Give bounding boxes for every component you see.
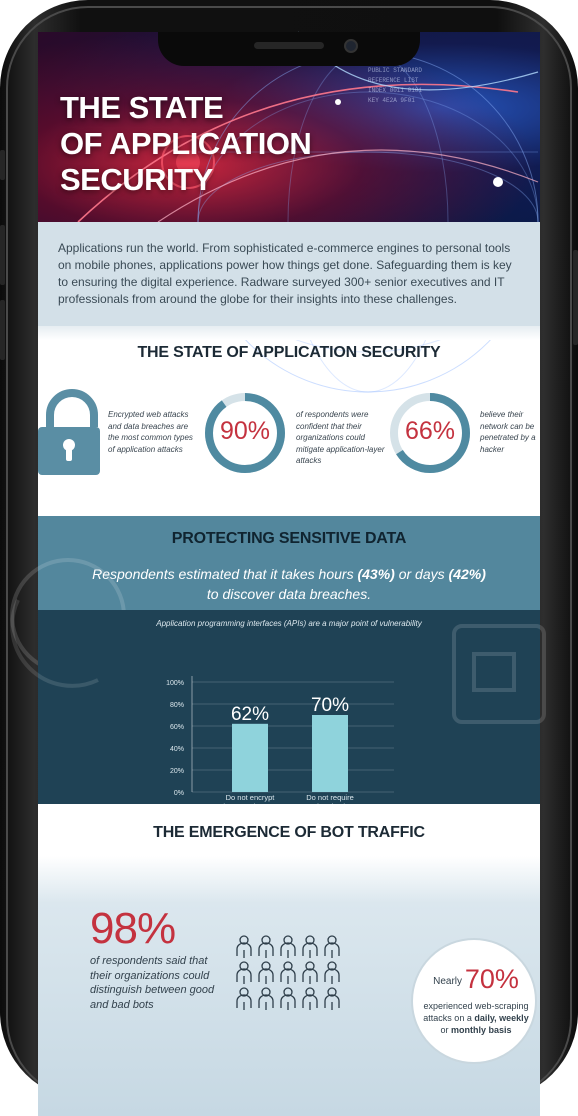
hero-title-line: THE STATE xyxy=(60,90,224,125)
front-camera-icon xyxy=(344,39,358,53)
bots-big-text: of respondents said that their organizations could distinguish between good and bad bots xyxy=(90,955,215,1011)
section-title-protecting: PROTECTING SENSITIVE DATA xyxy=(171,530,407,547)
person-icon xyxy=(237,988,251,1010)
person-icon xyxy=(325,988,339,1010)
days-pct: (42%) xyxy=(448,566,486,582)
person-icon xyxy=(325,962,339,984)
protecting-sub-suffix: to discover data breaches. xyxy=(206,586,372,602)
stat-text-90: of respondents were confident that their organizations could mitigate application-layer attacks xyxy=(296,410,385,465)
protecting-sub-middle: or days xyxy=(394,566,449,582)
stats-row xyxy=(38,387,540,515)
intro-paragraph: Applications run the world. From sophisticated e-commerce engines to personal tools on mobile phones, applications power how things get done. Safeguarding them is key to ensuring the digital experience. Radware surveyed 300+ senior executives and IT professionals from around the globe for their insights into these challenges. xyxy=(38,222,540,326)
person-icon xyxy=(259,988,273,1010)
padlock-icon xyxy=(38,387,98,477)
bubble-headline xyxy=(413,964,539,995)
stat-text-66: believe their network can be penetrated by a hacker xyxy=(480,410,536,454)
bots-big-value: 98% xyxy=(90,904,176,953)
person-icon xyxy=(237,962,251,984)
y-tick-label: 80% xyxy=(169,702,184,709)
svg-text:KEY 4E2A 9F01: KEY 4E2A 9F01 xyxy=(368,97,415,104)
bubble-text-b: or xyxy=(440,1025,451,1035)
y-tick-label: 60% xyxy=(169,724,184,731)
bar xyxy=(312,715,348,792)
bubble-bold-a: daily, weekly xyxy=(474,1013,529,1023)
people-group-icon xyxy=(234,930,344,1010)
svg-text:PUBLIC STANDARD: PUBLIC STANDARD xyxy=(368,67,423,74)
person-icon xyxy=(281,962,295,984)
person-icon xyxy=(303,988,317,1010)
hero-title-line: SECURITY xyxy=(60,162,213,197)
bubble-value: 70% xyxy=(464,964,519,994)
y-tick-label: 40% xyxy=(169,746,184,753)
mute-switch xyxy=(0,150,5,180)
person-icon xyxy=(281,988,295,1010)
section-title-bots: THE EMERGENCE OF BOT TRAFFIC xyxy=(153,824,425,841)
api-chart-panel xyxy=(38,610,540,804)
bar xyxy=(232,724,268,792)
api-bar-chart xyxy=(38,610,540,804)
person-icon xyxy=(325,936,339,958)
lock-stat-text: Encrypted web attacks and data breaches are the most common types of application attacks xyxy=(108,410,193,454)
person-icon xyxy=(237,936,251,958)
bubble-stat xyxy=(411,938,537,1064)
chart-title: Application programming interfaces (APIs) are a major point of vulnerability xyxy=(156,619,422,628)
bar-value-label: 62% xyxy=(230,703,270,725)
notch xyxy=(158,32,420,66)
volume-up-button xyxy=(0,225,5,285)
x-category-label: Do not encrypt xyxy=(225,793,275,802)
person-icon xyxy=(259,962,273,984)
divider xyxy=(38,326,540,340)
person-icon xyxy=(303,936,317,958)
bubble-prefix: Nearly xyxy=(433,976,463,987)
phone-screen[interactable] xyxy=(38,32,540,1112)
protecting-sub-prefix: Respondents estimated that it takes hours xyxy=(92,566,358,582)
section-title-state: THE STATE OF APPLICATION SECURITY xyxy=(137,344,441,361)
stat-value-90: 90% xyxy=(219,417,271,445)
stat-value-66: 66% xyxy=(404,417,456,445)
svg-text:INDEX 0011 0101: INDEX 0011 0101 xyxy=(368,87,423,94)
power-button xyxy=(573,250,578,345)
y-tick-label: 20% xyxy=(169,768,184,775)
hours-pct: (43%) xyxy=(357,566,395,582)
bar-value-label: 70% xyxy=(310,695,350,716)
svg-text:REFERENCE LIST: REFERENCE LIST xyxy=(368,77,419,84)
bubble-text-a: experienced web-scraping attacks on a xyxy=(423,1001,529,1023)
x-category-label: Do not require xyxy=(306,793,354,802)
bubble-bold-b: monthly basis xyxy=(451,1025,512,1035)
hero-title-line: OF APPLICATION xyxy=(60,126,312,161)
bubble-text xyxy=(419,1000,533,1036)
person-icon xyxy=(259,936,273,958)
y-tick-label: 0% xyxy=(173,790,184,797)
person-icon xyxy=(303,962,317,984)
person-icon xyxy=(281,936,295,958)
volume-down-button xyxy=(0,300,5,360)
y-tick-label: 100% xyxy=(166,680,184,687)
hero-title xyxy=(60,90,311,198)
bot-traffic-section xyxy=(38,804,540,1114)
speaker-grille xyxy=(254,42,324,49)
